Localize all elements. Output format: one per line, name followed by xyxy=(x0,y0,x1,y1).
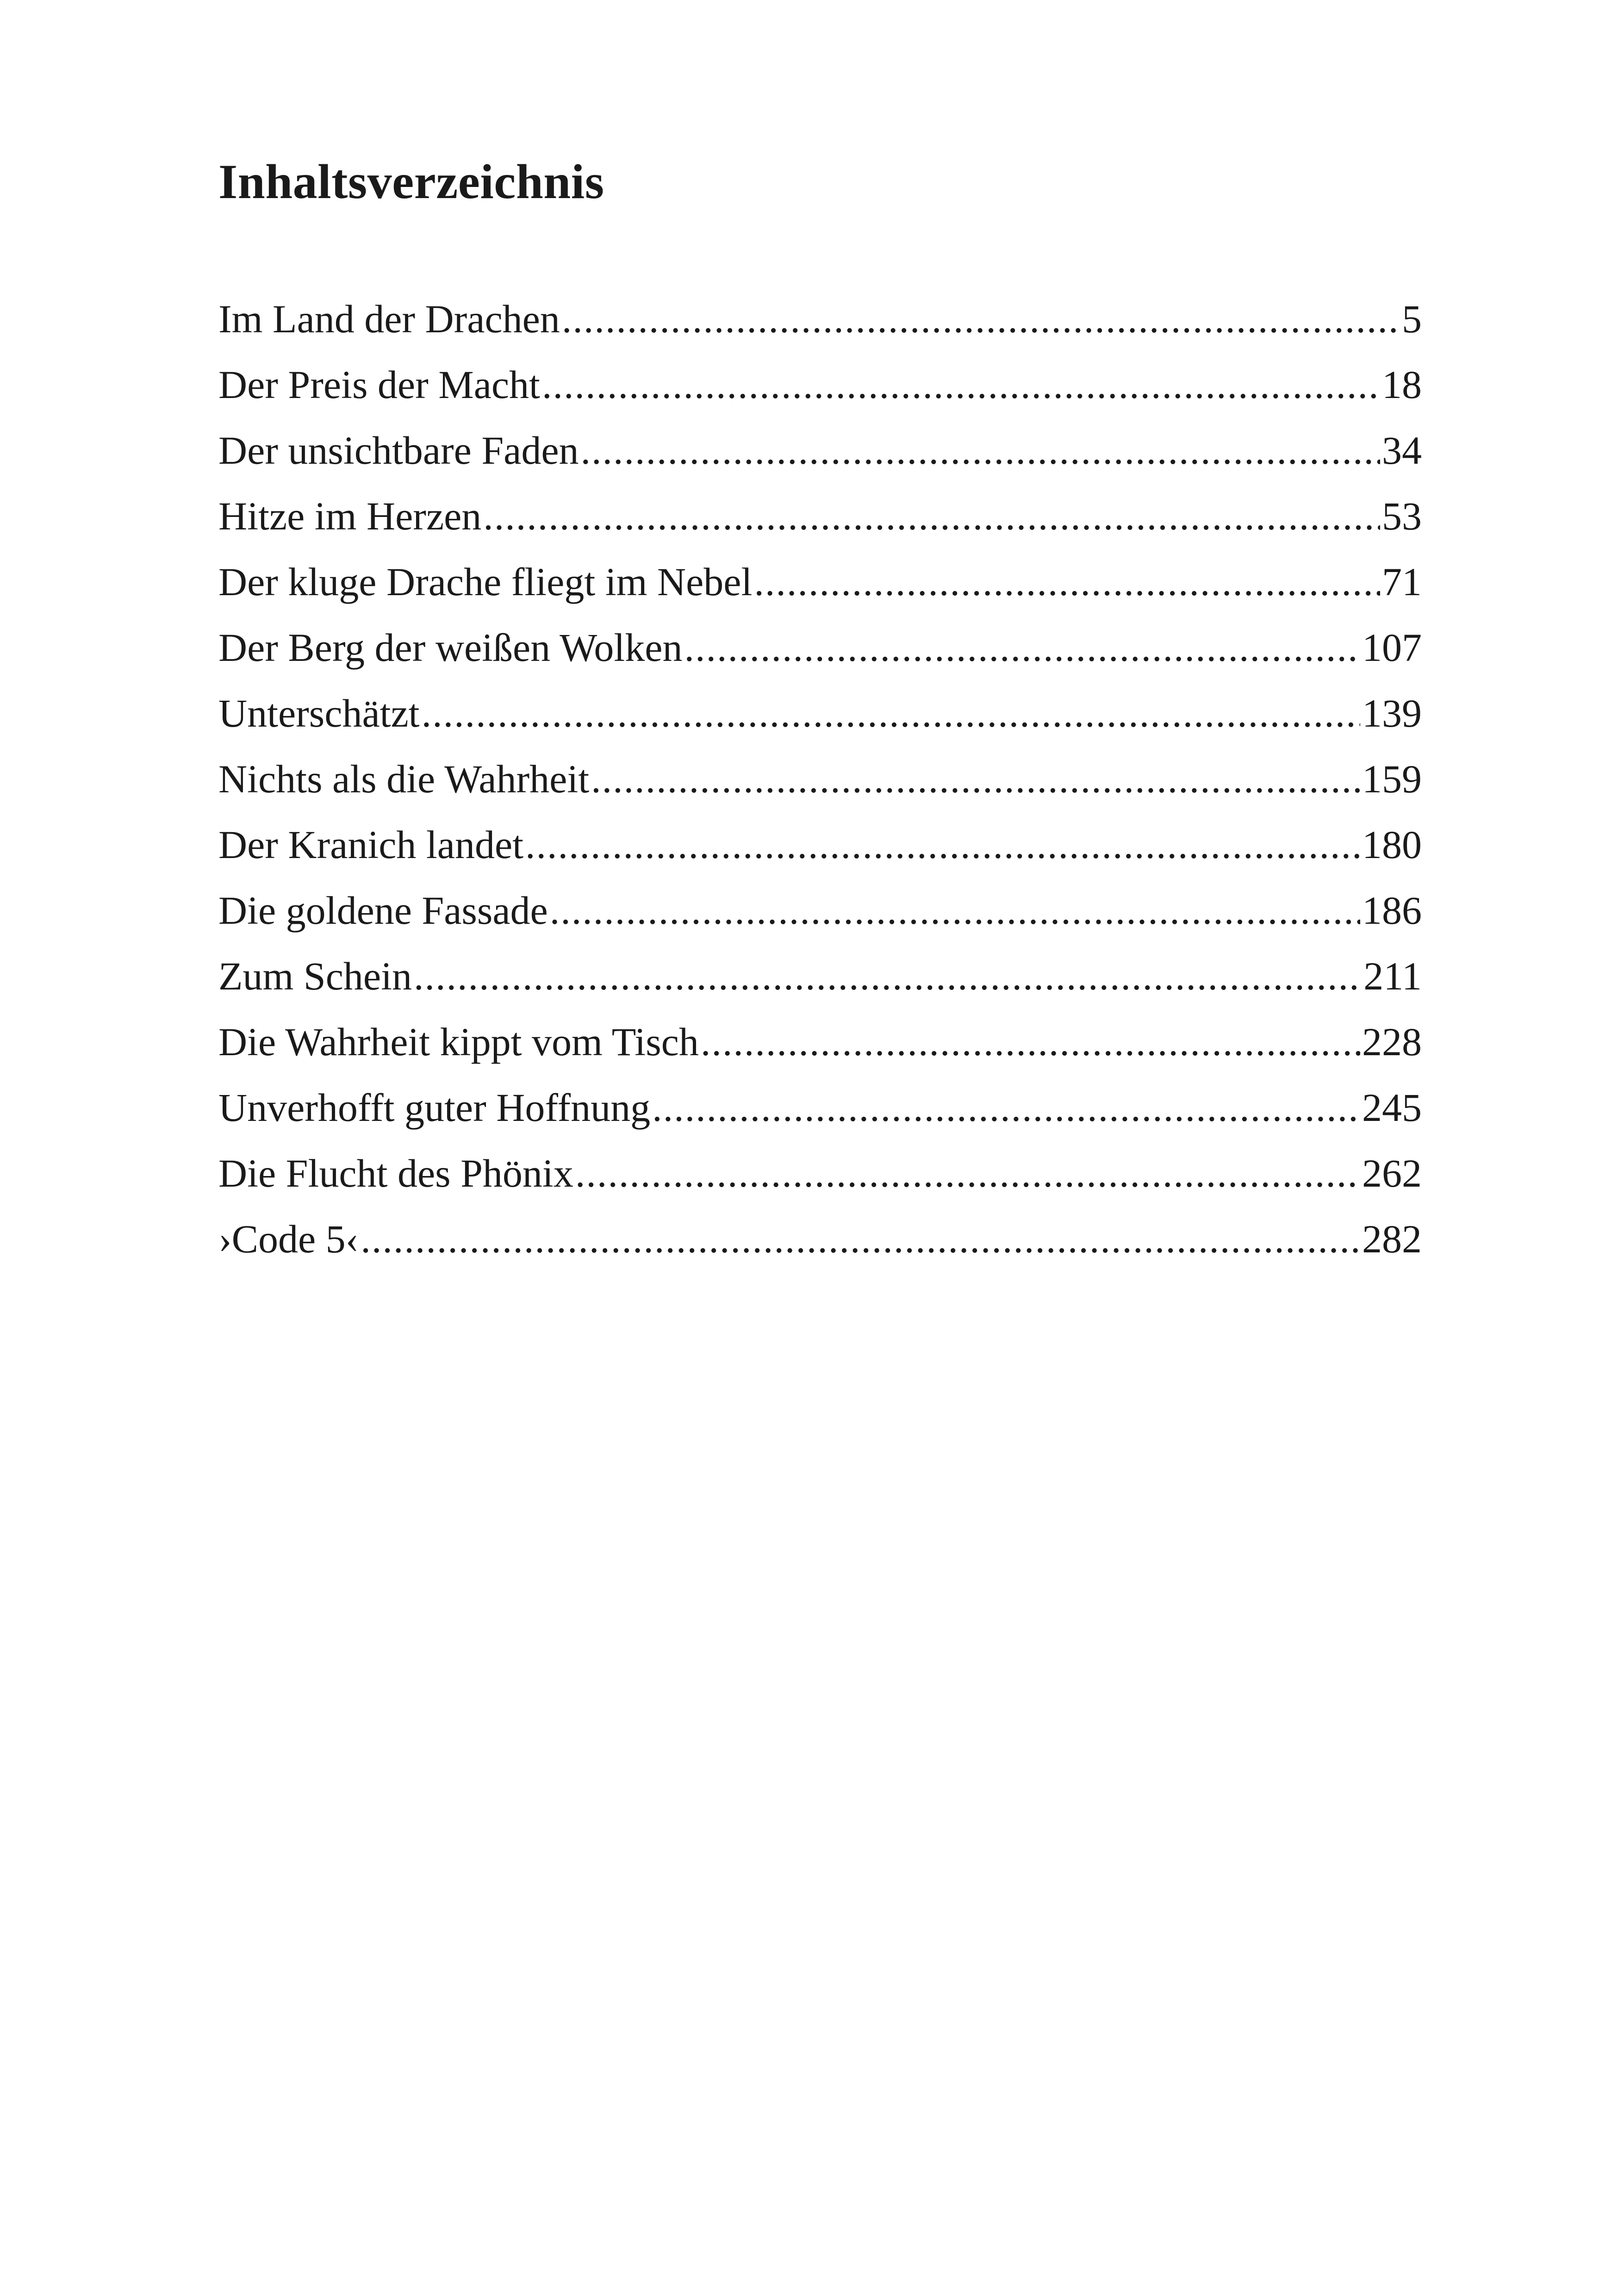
toc-entry xyxy=(218,746,1422,812)
toc-entry xyxy=(218,417,1422,483)
dot-leader xyxy=(525,812,1360,877)
toc-entry-page-number: 282 xyxy=(1362,1217,1422,1261)
dot-leader xyxy=(591,746,1360,812)
dot-leader xyxy=(542,352,1380,417)
toc-entry-page-number: 211 xyxy=(1363,954,1422,998)
toc-entry-title: Die Wahrheit kippt vom Tisch xyxy=(218,1020,699,1064)
toc-entry xyxy=(218,1140,1422,1206)
toc-entry-page-number: 159 xyxy=(1362,757,1422,801)
toc-entry-page-number: 262 xyxy=(1362,1151,1422,1195)
toc-entry-page-number: 186 xyxy=(1362,888,1422,933)
toc-entry xyxy=(218,943,1422,1009)
toc-entry xyxy=(218,286,1422,352)
toc-entry-title: Die goldene Fassade xyxy=(218,888,548,933)
dot-leader xyxy=(684,615,1360,680)
toc-entry xyxy=(218,812,1422,877)
toc-entry-title: Unverhofft guter Hoffnung xyxy=(218,1085,651,1130)
toc-entry-title: Unterschätzt xyxy=(218,691,420,735)
toc-entry-title: Der Kranich landet xyxy=(218,822,524,867)
toc-entry-title: Die Flucht des Phönix xyxy=(218,1151,573,1195)
toc-entry-page-number: 71 xyxy=(1382,560,1422,604)
dot-leader xyxy=(483,483,1380,549)
toc-entry-page-number: 180 xyxy=(1362,822,1422,867)
dot-leader xyxy=(575,1140,1360,1206)
page-title: Inhaltsverzeichnis xyxy=(218,155,604,209)
toc-entry xyxy=(218,1206,1422,1272)
toc-entry-title: Zum Schein xyxy=(218,954,412,998)
toc-entry-title: Der Preis der Macht xyxy=(218,362,540,407)
toc-entry-title: Im Land der Drachen xyxy=(218,297,560,341)
dot-leader xyxy=(581,417,1381,483)
toc-entry xyxy=(218,483,1422,549)
toc-entry-page-number: 245 xyxy=(1362,1085,1422,1130)
dot-leader xyxy=(652,1075,1360,1140)
toc-entry-page-number: 18 xyxy=(1382,362,1422,407)
toc-entry-page-number: 107 xyxy=(1362,625,1422,670)
dot-leader xyxy=(754,549,1380,615)
toc-entry xyxy=(218,877,1422,943)
dot-leader xyxy=(562,286,1400,352)
toc-entry xyxy=(218,549,1422,615)
toc-entry-page-number: 53 xyxy=(1382,494,1422,538)
toc-entry xyxy=(218,615,1422,680)
table-of-contents xyxy=(218,286,1422,1272)
dot-leader xyxy=(361,1206,1360,1272)
toc-entry-title: Der kluge Drache fliegt im Nebel xyxy=(218,560,753,604)
dot-leader xyxy=(550,877,1360,943)
toc-entry-page-number: 139 xyxy=(1362,691,1422,735)
toc-entry-title: Nichts als die Wahrheit xyxy=(218,757,590,801)
toc-entry-page-number: 5 xyxy=(1402,297,1422,341)
toc-entry-title: Der Berg der weißen Wolken xyxy=(218,625,683,670)
dot-leader xyxy=(414,943,1362,1009)
dot-leader xyxy=(701,1009,1360,1075)
toc-entry-title: ›Code 5‹ xyxy=(218,1217,359,1261)
toc-entry xyxy=(218,1009,1422,1075)
toc-entry-page-number: 34 xyxy=(1382,428,1422,473)
toc-entry-title: Der unsichtbare Faden xyxy=(218,428,579,473)
toc-entry xyxy=(218,1075,1422,1140)
dot-leader xyxy=(422,680,1360,746)
toc-entry-page-number: 228 xyxy=(1362,1020,1422,1064)
toc-entry-title: Hitze im Herzen xyxy=(218,494,482,538)
toc-entry xyxy=(218,352,1422,417)
toc-entry xyxy=(218,680,1422,746)
